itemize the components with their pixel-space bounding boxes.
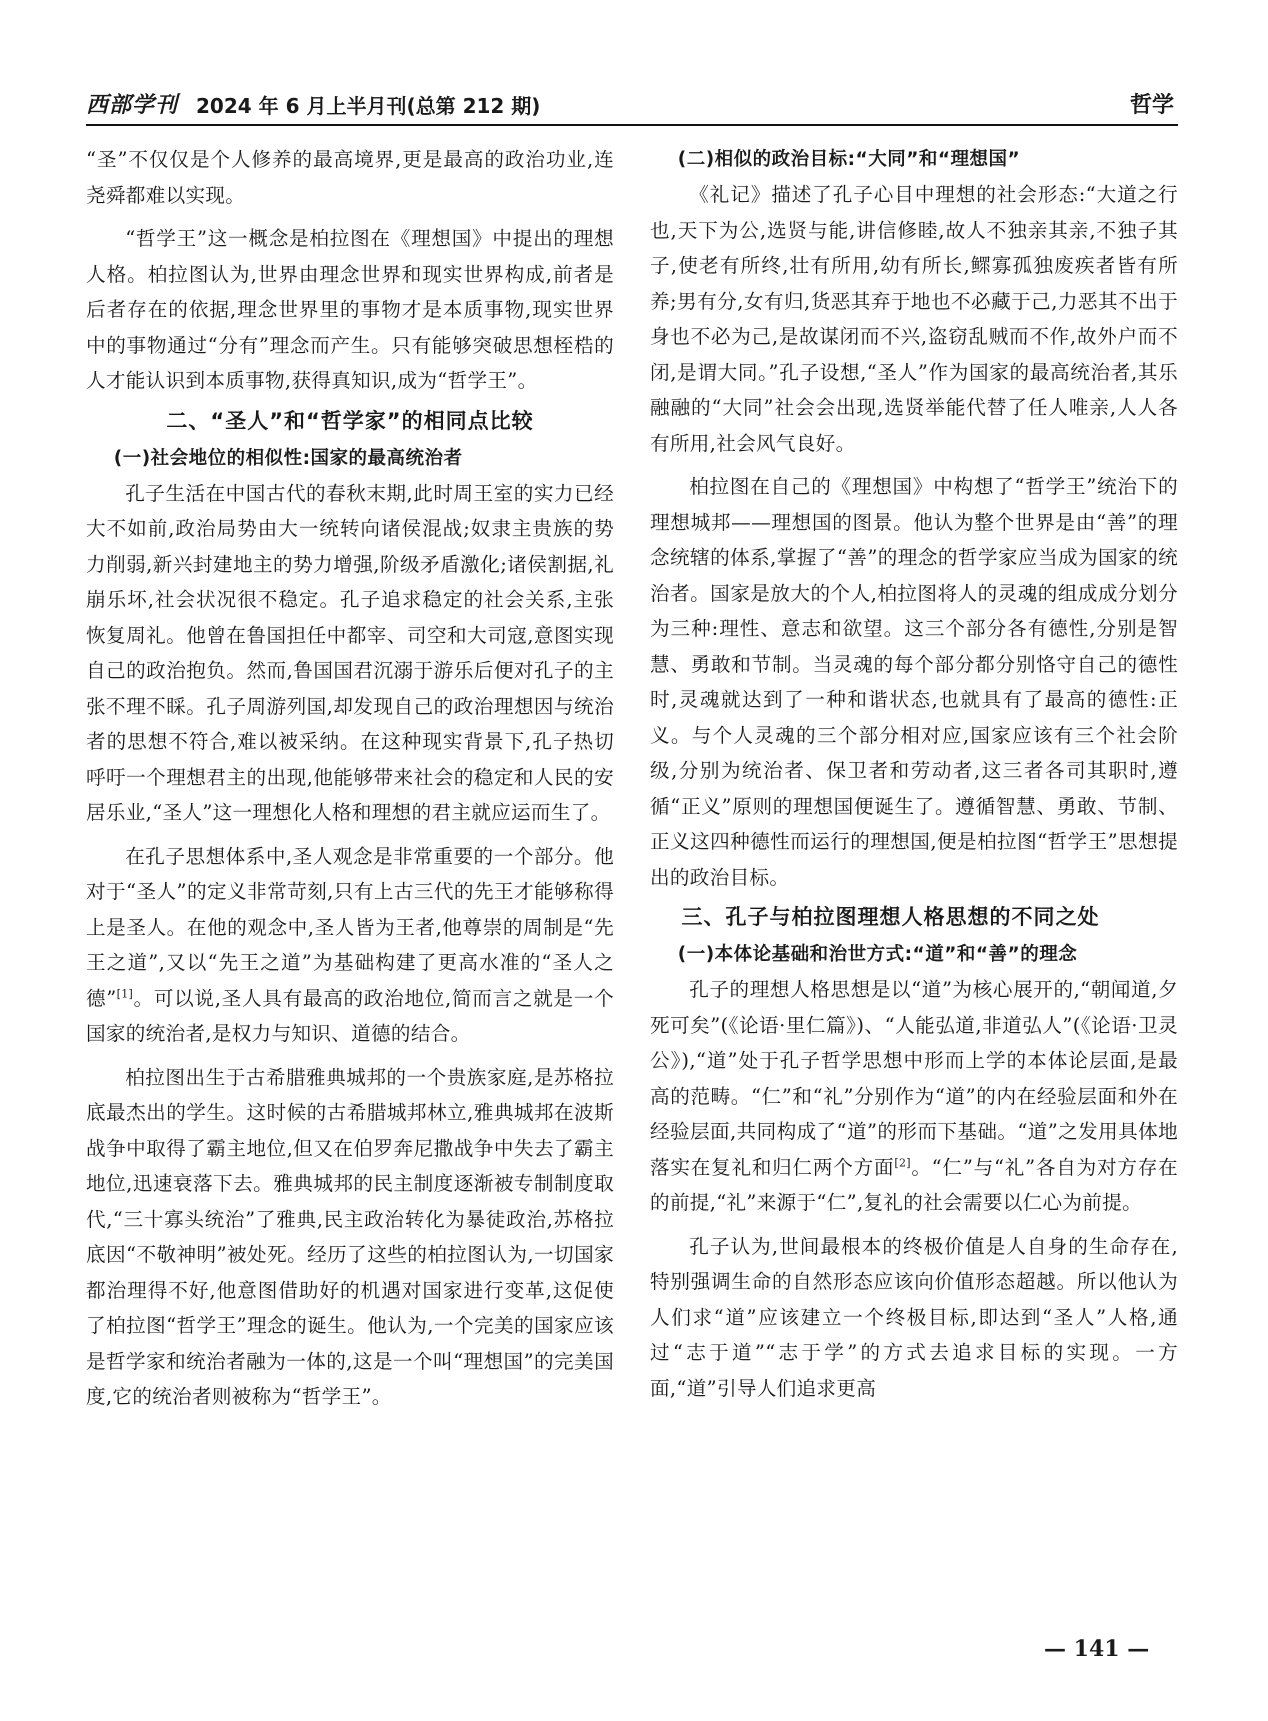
citation-ref[interactable]: [2]	[894, 1155, 911, 1169]
subsection-heading: (一)社会地位的相似性:国家的最高统治者	[113, 447, 463, 469]
page-header	[86, 86, 1178, 120]
section-label: 哲学	[1129, 93, 1174, 118]
paragraph-text: 。“仁”与“礼”各自为对方存在的前提,“礼”来源于“仁”,复礼的社会需要以仁心为前提。	[650, 1155, 1178, 1214]
left-column	[86, 142, 614, 1415]
paragraph	[650, 972, 1178, 1221]
paragraph: 孔子认为,世间最根本的终极价值是人自身的生命存在,特别强调生命的自然形态应该向价值形态超越。所以他认为人们求“道”应该建立一个终极目标,即达到“圣人”人格,通过“志于道”“志于学”的方式去追求目标的实现。一方面,“道”引导人们追求更高	[650, 1234, 1178, 1400]
paragraph: “哲学王”这一概念是柏拉图在《理想国》中提出的理想人格。柏拉图认为,世界由理念世界和现实世界构成,前者是后者存在的依据,理念世界里的事物才是本质事物,现实世界中的事物通过“分有”理念而产生。只有能够突破思想桎梏的人才能认识到本质事物,获得真知识,成为“哲学王”。	[86, 227, 614, 392]
paragraph: 柏拉图出生于古希腊雅典城邦的一个贵族家庭,是苏格拉底最杰出的学生。这时候的古希腊城邦林立,雅典城邦在波斯战争中取得了霸主地位,但又在伯罗奔尼撒战争中失去了霸主地位,迅速衰落下去。雅典城邦的民主制度逐渐被专制制度取代,“三十寡头统治”了雅典,民主政治转化为暴徒政治,苏格拉底因“不敬神明”被处死。经历了这些的柏拉图认为,一切国家都治理得不好,他意图借助好的机遇对国家进行变革,这促使了柏拉图“哲学王”理念的诞生。他认为,一个完美的国家应该是哲学家和统治者融为一体的,这是一个叫“理想国”的完美国度,它的统治者则被称为“哲学王”。	[86, 1065, 614, 1408]
subsection-heading: (一)本体论基础和治世方式:“道”和“善”的理念	[677, 944, 1078, 965]
paragraph-text: 在孔子思想体系中,圣人观念是非常重要的一个部分。他对于“圣人”的定义非常苛刻,只有上古三代的先王才能够称得上是圣人。在他的观念中,圣人皆为王者,他尊崇的周制是“先王之道”,又以“先王之道”为基础构建了更高水准的“圣人之德”	[86, 844, 614, 1010]
section-heading: 三、孔子与柏拉图理想人格思想的不同之处	[681, 905, 1100, 929]
paragraph: “圣”不仅仅是个人修养的最高境界,更是最高的政治功业,连尧舜都难以实现。	[86, 148, 614, 207]
subsection-heading: (二)相似的政治目标:“大同”和“理想国”	[677, 149, 1021, 170]
paragraph-text: 孔子的理想人格思想是以“道”为核心展开的,“朝闻道,夕死可矣”(《论语·里仁篇》)、“人能弘道,非道弘人”(《论语·卫灵公》),“道”处于孔子哲学思想中形而上学的本体论层面,是最高的范畴。“仁”和“礼”分别作为“道”的内在经验层面和外在经验层面,共同构成了“道”的形而下基础。“道”之发用具体地落实在复礼和归仁两个方面	[650, 978, 1178, 1179]
paragraph	[86, 839, 614, 1052]
issue-info: 2024 年 6 月上半月刊(总第 212 期)	[196, 94, 541, 118]
journal-logo: 西部学刊	[86, 92, 179, 118]
paragraph: 柏拉图在自己的《理想国》中构想了“哲学王”统治下的理想城邦——理想国的图景。他认为整个世界是由“善”的理念统辖的体系,掌握了“善”的理念的哲学家应当成为国家的统治者。国家是放大的个人,柏拉图将人的灵魂的组成成分划分为三种:理性、意志和欲望。这三个部分各有德性,分别是智慧、勇敢和节制。当灵魂的每个部分都分别恪守自己的德性时,灵魂就达到了一种和谐状态,也就具有了最高的德性:正义。与个人灵魂的三个部分相对应,国家应该有三个社会阶级,分别为统治者、保卫者和劳动者,这三者各司其职时,遵循“正义”原则的理想国便诞生了。遵循智慧、勇敢、节制、正义这四种德性而运行的理想国,便是柏拉图“哲学王”思想提出的政治目标。	[650, 475, 1178, 889]
paragraph: 《礼记》描述了孔子心目中理想的社会形态:“大道之行也,天下为公,选贤与能,讲信修睦,故人不独亲其亲,不独子其子,使老有所终,壮有所用,幼有所长,鳏寡孤独废疾者皆有所养;男有分,女有归,货恶其弃于地也不必藏于己,力恶其不出于身也不必为己,是故谋闭而不兴,盗窃乱贼而不作,故外户而不闭,是谓大同。”孔子设想,“圣人”作为国家的最高统治者,其乐融融的“大同”社会会出现,选贤举能代替了任人唯亲,人人各有所用,社会风气良好。	[650, 183, 1178, 455]
page-number: — 141 —	[1044, 1636, 1150, 1662]
paragraph-text: 。可以说,圣人具有最高的政治地位,简而言之就是一个国家的统治者,是权力与知识、道德的结合。	[86, 986, 614, 1045]
header-rule	[86, 124, 1178, 126]
section-heading: 二、“圣人”和“哲学家”的相同点比较	[166, 408, 534, 433]
paragraph: 孔子生活在中国古代的春秋末期,此时周王室的实力已经大不如前,政治局势由大一统转向诸侯混战;奴隶主贵族的势力削弱,新兴封建地主的势力增强,阶级矛盾激化;诸侯割据,礼崩乐坏,社会状况很不稳定。孔子追求稳定的社会关系,主张恢复周礼。他曾在鲁国担任中都宰、司空和大司寇,意图实现自己的政治抱负。然而,鲁国国君沉溺于游乐后便对孔子的主张不理不睬。孔子周游列国,却发现自己的政治理想因与统治者的思想不符合,难以被采纳。在这种现实背景下,孔子热切呼吁一个理想君主的出现,他能够带来社会的稳定和人民的安居乐业,“圣人”这一理想化人格和理想的君主就应运而生了。	[86, 481, 614, 824]
right-column	[650, 142, 1178, 1406]
citation-ref[interactable]: [1]	[116, 986, 134, 1000]
